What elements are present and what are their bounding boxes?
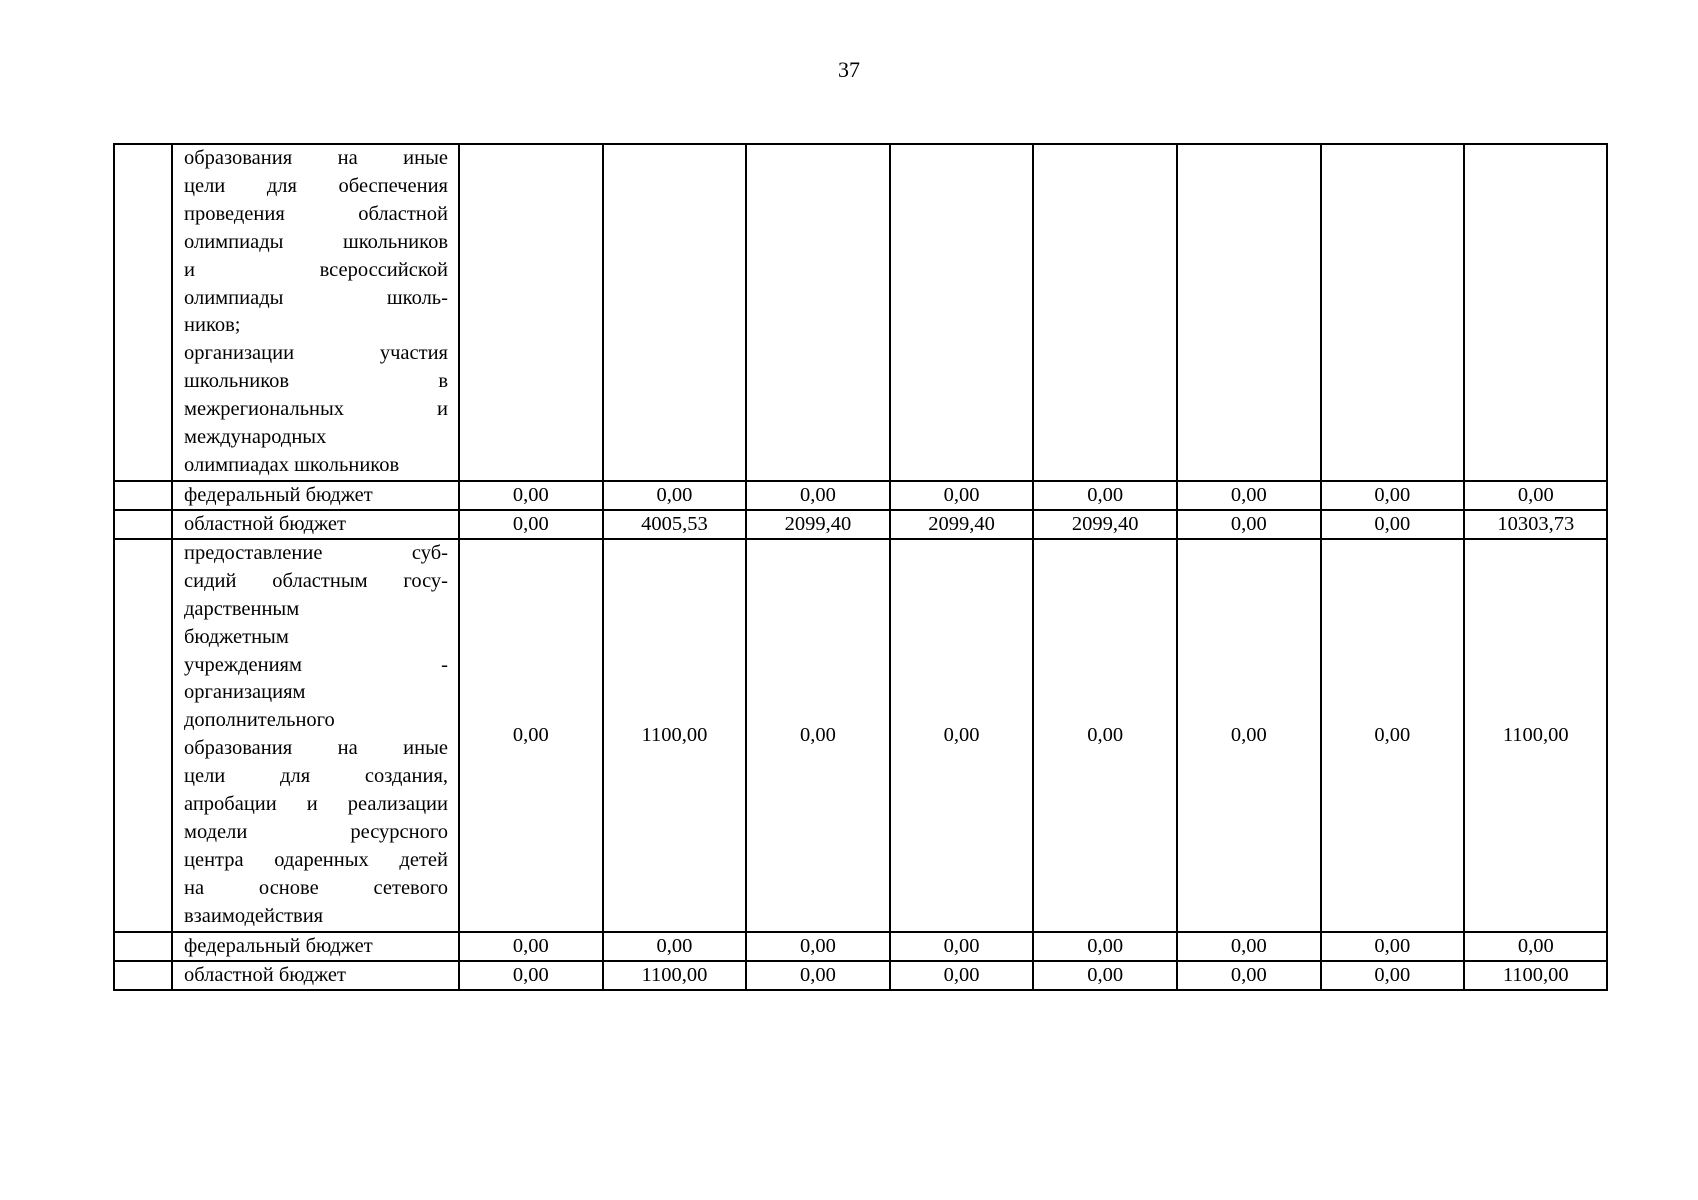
- table-row: [114, 144, 1607, 481]
- value-cell: 0,00: [603, 932, 747, 961]
- description-line: образования на иные: [184, 737, 448, 760]
- page-number: 37: [838, 57, 860, 82]
- description-line: модели ресурсного: [184, 820, 448, 843]
- description-line: учреждениям -: [184, 653, 448, 676]
- value-cell: 0,00: [1321, 481, 1465, 510]
- value-cell: 0,00: [1464, 481, 1607, 510]
- value-cell: 0,00: [1177, 932, 1321, 961]
- description-line: олимпиады школьников: [184, 230, 448, 253]
- budget-table: [113, 143, 1608, 991]
- budget-table-body: [114, 144, 1607, 990]
- value-cell: [1321, 144, 1465, 481]
- description-line: межрегиональных и: [184, 398, 448, 421]
- value-cell: 0,00: [1177, 481, 1321, 510]
- description-line: дарственным: [184, 597, 300, 620]
- description-line: сидий областным госу-: [184, 569, 448, 592]
- value-cell: 0,00: [1033, 539, 1177, 932]
- value-cell: 0,00: [459, 510, 603, 539]
- description-line: и всероссийской: [184, 258, 448, 281]
- row-description-cell: [172, 481, 459, 510]
- description-line: международных: [184, 426, 327, 449]
- description-line: на основе сетевого: [184, 876, 448, 899]
- value-cell: 0,00: [890, 961, 1034, 990]
- value-cell: 0,00: [603, 481, 747, 510]
- value-cell: 0,00: [746, 932, 890, 961]
- value-cell: 0,00: [746, 539, 890, 932]
- value-cell: 10303,73: [1464, 510, 1607, 539]
- description-line: школьников в: [184, 370, 448, 393]
- value-cell: 0,00: [1177, 539, 1321, 932]
- description-text: федеральный бюджет: [184, 935, 373, 958]
- table-row: [114, 539, 1607, 932]
- table-row: [114, 961, 1607, 990]
- value-cell: 0,00: [1033, 481, 1177, 510]
- row-description-cell: [172, 510, 459, 539]
- description-line: центра одаренных детей: [184, 848, 448, 871]
- value-cell: 0,00: [459, 932, 603, 961]
- table-row: [114, 481, 1607, 510]
- table-row: [114, 932, 1607, 961]
- description-text: федеральный бюджет: [184, 484, 373, 507]
- description-line: дополнительного: [184, 709, 335, 732]
- value-cell: 0,00: [1321, 961, 1465, 990]
- value-cell: 0,00: [459, 539, 603, 932]
- value-cell: 0,00: [1177, 961, 1321, 990]
- value-cell: 0,00: [1321, 932, 1465, 961]
- value-cell: 1100,00: [603, 539, 747, 932]
- value-cell: 0,00: [459, 961, 603, 990]
- row-description-cell: [172, 539, 459, 932]
- description-line: ников;: [184, 314, 241, 337]
- value-cell: 0,00: [890, 932, 1034, 961]
- value-cell: 0,00: [746, 481, 890, 510]
- row-index-cell: [114, 961, 172, 990]
- value-cell: [1033, 144, 1177, 481]
- description-line: апробации и реализации: [184, 793, 448, 816]
- value-cell: 0,00: [1321, 539, 1465, 932]
- row-index-cell: [114, 510, 172, 539]
- value-cell: 4005,53: [603, 510, 747, 539]
- value-cell: 2099,40: [1033, 510, 1177, 539]
- description-line: цели для обеспечения: [184, 174, 448, 197]
- description-line: проведения областной: [184, 202, 448, 225]
- description-line: образования на иные: [184, 147, 448, 169]
- value-cell: 0,00: [1177, 510, 1321, 539]
- value-cell: 0,00: [459, 481, 603, 510]
- value-cell: 1100,00: [1464, 539, 1607, 932]
- description-line: цели для создания,: [184, 765, 448, 788]
- value-cell: 0,00: [1033, 961, 1177, 990]
- row-index-cell: [114, 481, 172, 510]
- description-line: взаимодействия: [184, 904, 324, 927]
- description-line: бюджетным: [184, 625, 289, 648]
- row-index-cell: [114, 932, 172, 961]
- description-text: областной бюджет: [184, 964, 346, 987]
- row-description-cell: [172, 144, 459, 481]
- description-line: олимпиады школь-: [184, 286, 448, 309]
- value-cell: [1177, 144, 1321, 481]
- value-cell: 0,00: [1033, 932, 1177, 961]
- description-line: организации участия: [184, 342, 448, 365]
- row-index-cell: [114, 539, 172, 932]
- value-cell: [746, 144, 890, 481]
- row-index-cell: [114, 144, 172, 481]
- value-cell: 0,00: [890, 539, 1034, 932]
- value-cell: 0,00: [890, 481, 1034, 510]
- table-row: [114, 510, 1607, 539]
- value-cell: [459, 144, 603, 481]
- description-line: организациям: [184, 681, 306, 704]
- value-cell: [603, 144, 747, 481]
- value-cell: 0,00: [746, 961, 890, 990]
- value-cell: 0,00: [1321, 510, 1465, 539]
- value-cell: [890, 144, 1034, 481]
- value-cell: 1100,00: [603, 961, 747, 990]
- value-cell: 2099,40: [890, 510, 1034, 539]
- row-description-cell: [172, 932, 459, 961]
- value-cell: 1100,00: [1464, 961, 1607, 990]
- row-description-cell: [172, 961, 459, 990]
- description-text: областной бюджет: [184, 513, 346, 536]
- description-line: олимпиадах школьников: [184, 453, 400, 476]
- description-line: предоставление суб-: [184, 541, 448, 564]
- value-cell: [1464, 144, 1607, 481]
- value-cell: 2099,40: [746, 510, 890, 539]
- value-cell: 0,00: [1464, 932, 1607, 961]
